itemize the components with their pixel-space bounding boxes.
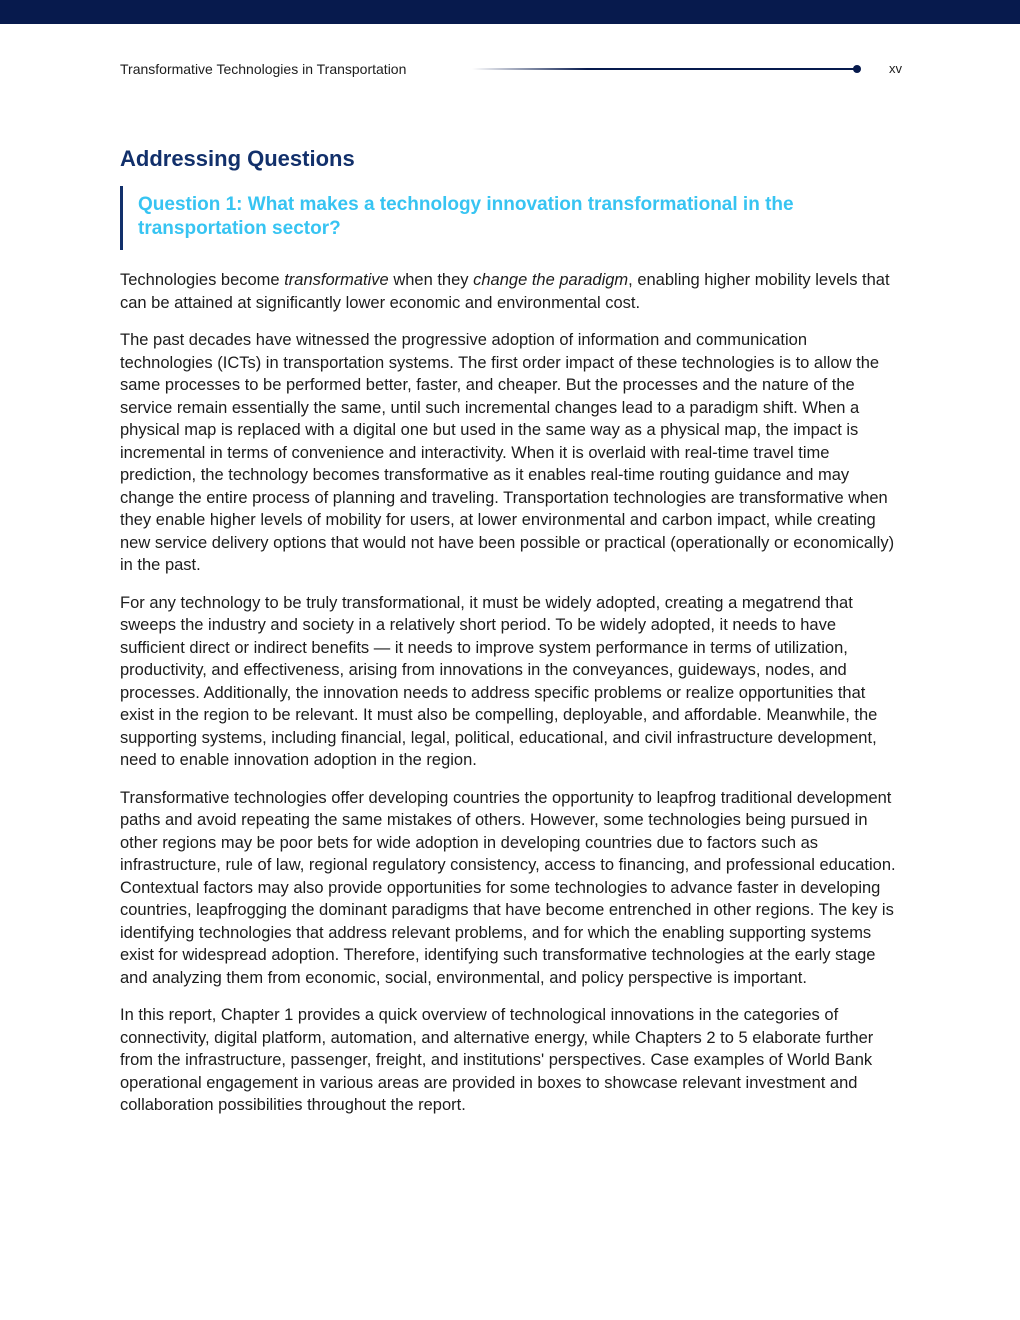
paragraph-1-part-c: when they — [388, 271, 474, 289]
paragraph-3: For any technology to be truly transformational, it must be widely adopted, creating a megatrend that sweeps the industry and society in a relatively short period. To be widely adopted, it needs to have sufficient direct or indirect benefits — it needs to improve system performance in terms of utilization, productivity, and effectiveness, arising from innovations in the conveyances, guideways, nodes, and processes. Additionally, the innovation needs to address specific problems or realize opportunities that exist in the region to be relevant. It must also be compelling, deployable, and affordable. Meanwhile, the supporting systems, including financial, legal, political, educational, and civil infrastructure development, need to enable innovation adoption in the region. — [120, 593, 878, 769]
running-header — [120, 60, 902, 80]
header-rule — [472, 68, 856, 70]
paragraph-2: The past decades have witnessed the progressive adoption of information and communication technologies (ICTs) in transportation systems. The first order impact of these technologies is to allow the same processes to be performed better, faster, and cheaper. But the processes and the nature of the service remain essentially the same, until such incremental changes lead to a paradigm shift. When a physical map is replaced with a digital one but used in the same way as a physical map, the impact is incremental in terms of convenience and interactivity. When it is overlaid with real-time travel time prediction, the technology becomes transformative as it enables real-time routing guidance and may change the entire process of planning and traveling. Transportation technologies are transformative when they enable higher levels of mobility for users, at lower environmental and carbon impact, while creating new service delivery options that would not have been possible or practical (operationally or economically) in the past. — [120, 331, 895, 574]
paragraph-1-part-a: Technologies become — [120, 271, 285, 289]
body-text — [120, 269, 902, 1132]
top-color-bar — [0, 0, 1020, 24]
page-number: xv — [889, 61, 902, 76]
question-callout — [120, 186, 823, 250]
header-dot — [853, 65, 861, 73]
running-title: Transformative Technologies in Transportation — [120, 61, 407, 77]
section-heading: Addressing Questions — [120, 146, 355, 171]
paragraph-5: In this report, Chapter 1 provides a quick overview of technological innovations in the categories of connectivity, digital platform, automation, and alternative energy, while Chapters 2 to 5 elaborate further from the infrastructure, passenger, freight, and institutions' perspectives. Case examples of World Bank operational engagement in various areas are provided in boxes to showcase relevant investment and collaboration possibilities throughout the report. — [120, 1006, 874, 1114]
paragraph-1 — [120, 269, 902, 314]
paragraph-4: Transformative technologies offer developing countries the opportunity to leapfrog traditional development paths and avoid repeating the same mistakes of others. However, some technologies being pursued in other regions may be poor bets for wide adoption in developing countries due to factors such as infrastructure, rule of law, regional regulatory consistency, access to financing, and professional education. Contextual factors may also provide opportunities for some technologies to advance faster in developing countries, leapfrogging the dominant paradigms that have become entrenched in other regions. The key is identifying technologies that address relevant problems, and for which the enabling supporting systems exist for widespread adoption. Therefore, identifying such transformative technologies at the early stage and analyzing them from economic, social, environmental, and policy perspective is important. — [120, 788, 896, 987]
paragraph-1-emphasis-paradigm: change the paradigm — [473, 271, 629, 289]
paragraph-1-emphasis-transformative: transformative — [284, 271, 389, 289]
paragraph-1-part-e: , enabling higher mobility levels that can be attained at significantly lower economic and environmental cost. — [120, 271, 890, 312]
question-text: Question 1: What makes a technology innovation transformational in the transportation sector? — [138, 194, 794, 239]
